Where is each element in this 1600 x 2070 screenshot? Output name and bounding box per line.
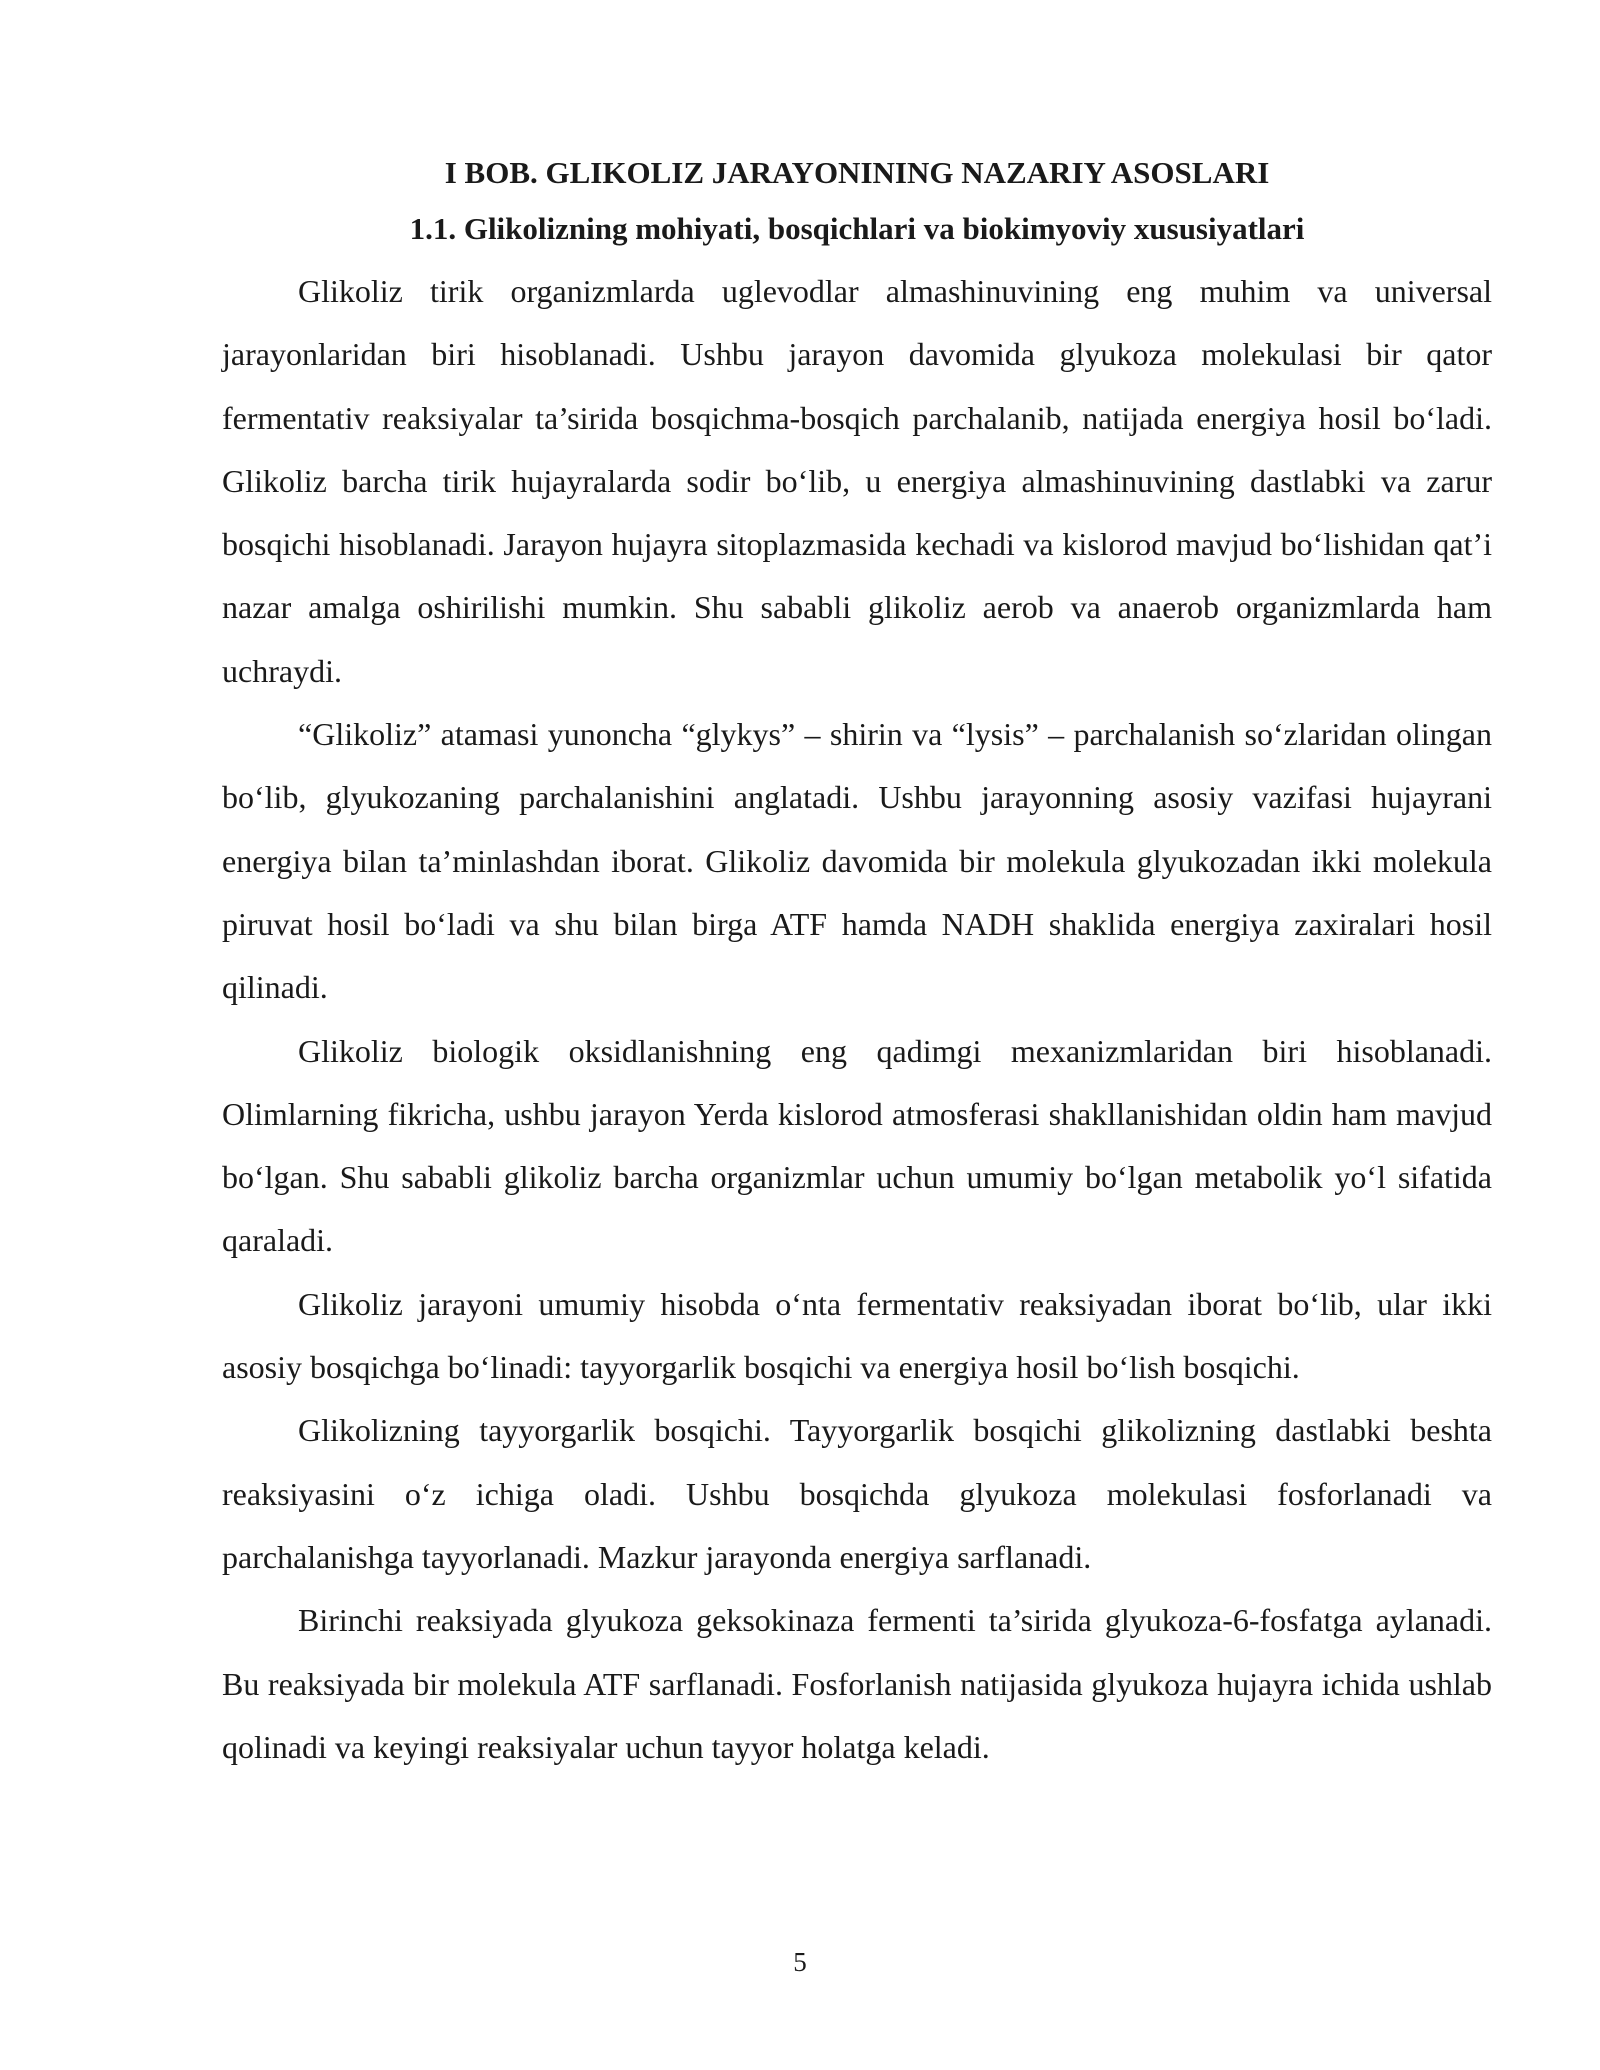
section-title: 1.1. Glikolizning mohiyati, bosqichlari va biokimyoviy xususiyatlari bbox=[409, 211, 1305, 246]
page-number: 5 bbox=[793, 1947, 807, 1977]
body-paragraph: Glikoliz tirik organizmlarda uglevodlar almashinuvining eng muhim va universal jarayonlaridan biri hisoblanadi. Ushbu jarayon davomida glyukoza molekulasi bir qator fermentativ reaksiyalar ta’sirida bosqichma-bosqich parchalanib, natijada energiya hosil bo‘ladi. Glikoliz barcha tirik hujayralarda sodir bo‘lib, u energiya almashinuvining dastlabki va zarur bosqichi hisoblanadi. Jarayon hujayra sitoplazmasida kechadi va kislorod mavjud bo‘lishidan qat’i nazar amalga oshirilishi mumkin. Shu sababli glikoliz aerob va anaerob organizmlarda ham uchraydi. bbox=[222, 273, 1492, 689]
document-page bbox=[222, 148, 1492, 1779]
body-paragraph: Birinchi reaksiyada glyukoza geksokinaza fermenti ta’sirida glyukoza-6-fosfatga aylanadi. Bu reaksiyada bir molekula ATF sarflanadi. Fosforlanish natijasida glyukoza hujayra ichida ushlab qolinadi va keyingi reaksiyalar uchun tayyor holatga keladi. bbox=[222, 1602, 1492, 1765]
chapter-title: I BOB. GLIKOLIZ JARAYONINING NAZARIY ASOSLARI bbox=[444, 155, 1270, 190]
body-paragraph: Glikolizning tayyorgarlik bosqichi. Tayyorgarlik bosqichi glikolizning dastlabki beshta reaksiyasini o‘z ichiga oladi. Ushbu bosqichda glyukoza molekulasi fosforlanadi va parchalanishga tayyorlanadi. Mazkur jarayonda energiya sarflanadi. bbox=[222, 1412, 1492, 1575]
body-paragraph: Glikoliz biologik oksidlanishning eng qadimgi mexanizmlaridan biri hisoblanadi. Olimlarning fikricha, ushbu jarayon Yerda kislorod atmosferasi shakllanishidan oldin ham mavjud bo‘lgan. Shu sababli glikoliz barcha organizmlar uchun umumiy bo‘lgan metabolik yo‘l sifatida qaraladi. bbox=[222, 1032, 1492, 1259]
body-paragraph: “Glikoliz” atamasi yunoncha “glykys” – shirin va “lysis” – parchalanish so‘zlaridan olingan bo‘lib, glyukozaning parchalanishini anglatadi. Ushbu jarayonning asosiy vazifasi hujayrani energiya bilan ta’minlashdan iborat. Glikoliz davomida bir molekula glyukozadan ikki molekula piruvat hosil bo‘ladi va shu bilan birga ATF hamda NADH shaklida energiya zaxiralari hosil qilinadi. bbox=[222, 716, 1492, 1006]
body-paragraph: Glikoliz jarayoni umumiy hisobda o‘nta fermentativ reaksiyadan iborat bo‘lib, ular ikki asosiy bosqichga bo‘linadi: tayyorgarlik bosqichi va energiya hosil bo‘lish bosqichi. bbox=[222, 1285, 1492, 1386]
